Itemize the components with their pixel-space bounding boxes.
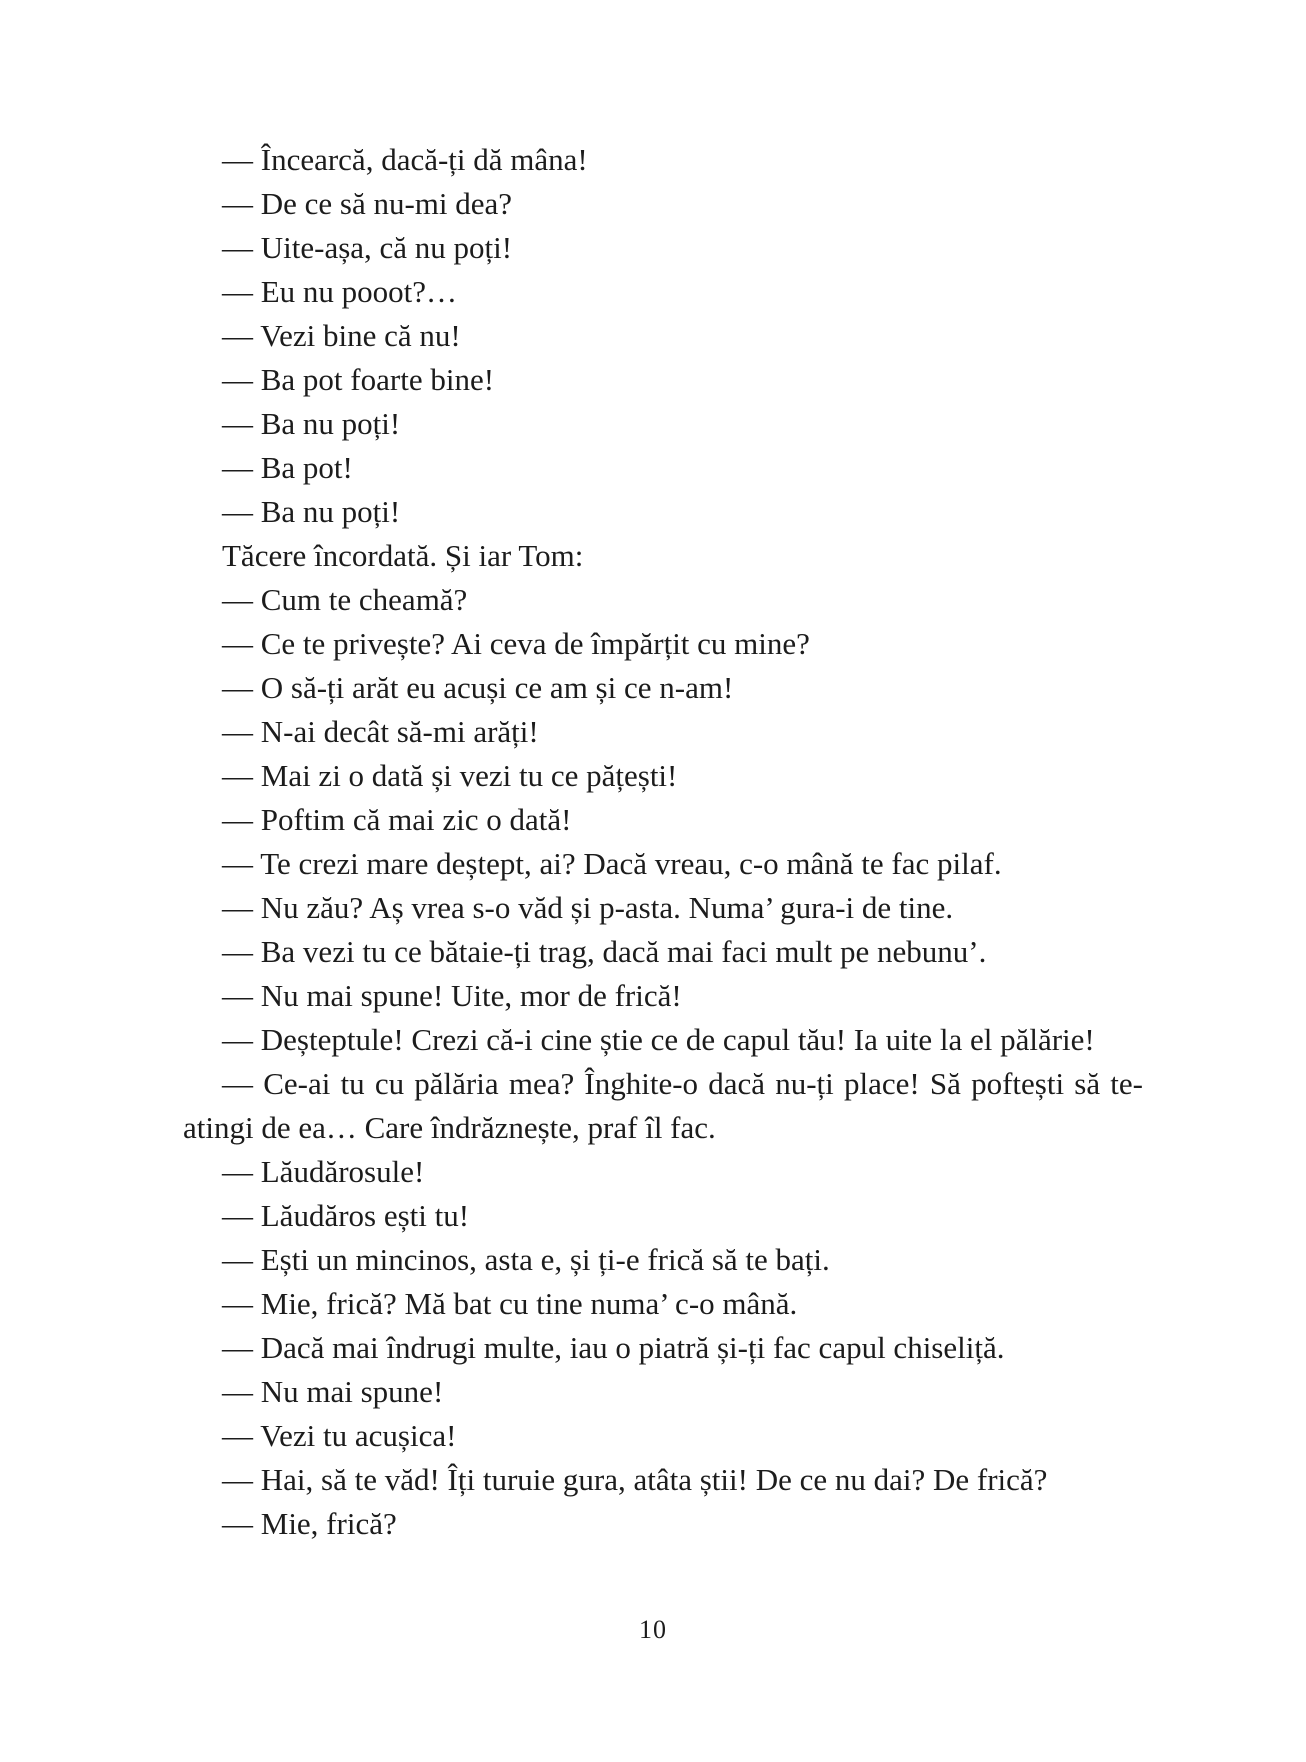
paragraph: — Nu mai spune! Uite, mor de frică! (222, 978, 682, 1013)
paragraph: — Ba nu poți! (222, 406, 401, 441)
paragraph: — Ba vezi tu ce bătaie-ți trag, dacă mai faci mult pe nebunu’. (222, 934, 987, 969)
paragraph: — O să-ți arăt eu acuși ce am și ce n-am! (222, 670, 734, 705)
paragraph: — Ba nu poți! (222, 494, 401, 529)
paragraph: — Mai zi o dată și vezi tu ce pățești! (222, 758, 678, 793)
paragraph: — Mie, frică? Mă bat cu tine numa’ c-o mână. (222, 1286, 798, 1321)
paragraph: — Ba pot foarte bine! (222, 362, 495, 397)
paragraph: — Ce-ai tu cu pălăria mea? Înghite-o dacă nu-ți place! Să poftești să te-atingi de ea… Care îndrăznește, praf îl fac. (183, 1066, 1143, 1145)
paragraph: Tăcere încordată. Și iar Tom: (222, 538, 584, 573)
paragraph: — Te crezi mare deștept, ai? Dacă vreau, c-o mână te fac pilaf. (222, 846, 1002, 881)
paragraph: — Lăudărosule! (222, 1154, 425, 1189)
paragraph: — Mie, frică? (222, 1506, 397, 1541)
paragraph: — Vezi tu acușica! (222, 1418, 457, 1453)
paragraph: — De ce să nu-mi dea? (222, 186, 513, 221)
paragraph: — Nu mai spune! (222, 1374, 444, 1409)
page-number: 10 (639, 1615, 667, 1644)
paragraph: — Ești un mincinos, asta e, și ți-e frică să te bați. (222, 1242, 830, 1277)
dialogue-text (183, 138, 1143, 1546)
paragraph: — Vezi bine că nu! (222, 318, 461, 353)
paragraph: — Dacă mai îndrugi multe, iau o piatră și-ți fac capul chiseliță. (222, 1330, 1005, 1365)
paragraph: — Eu nu pooot?… (222, 274, 458, 309)
paragraph: — Hai, să te văd! Îți turuie gura, atâta știi! De ce nu dai? De frică? (222, 1462, 1048, 1497)
paragraph: — Încearcă, dacă-ți dă mâna! (222, 142, 588, 177)
paragraph: — Nu zău? Aș vrea s-o văd și p-asta. Numa’ gura-i de tine. (222, 890, 954, 925)
paragraph: — Ba pot! (222, 450, 353, 485)
paragraph: — Lăudăros ești tu! (222, 1198, 470, 1233)
paragraph: — Cum te cheamă? (222, 582, 468, 617)
paragraph: — Deșteptule! Crezi că-i cine știe ce de capul tău! Ia uite la el pălărie! (222, 1022, 1095, 1057)
paragraph: — Poftim că mai zic o dată! (222, 802, 572, 837)
paragraph: — Ce te privește? Ai ceva de împărțit cu mine? (222, 626, 810, 661)
paragraph: — N-ai decât să-mi arăți! (222, 714, 539, 749)
paragraph: — Uite-așa, că nu poți! (222, 230, 513, 265)
